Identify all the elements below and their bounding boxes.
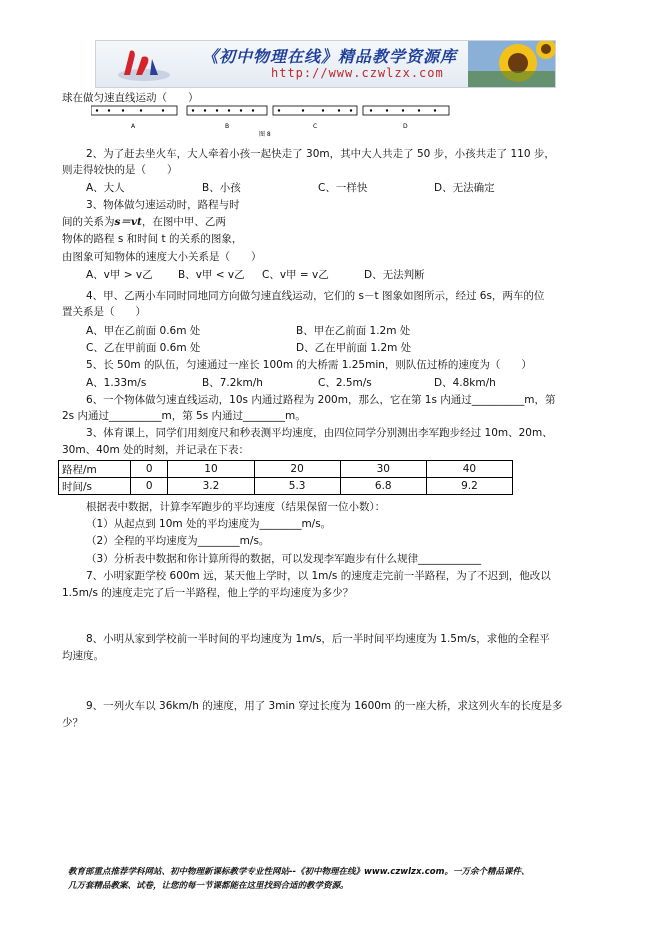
figure-strip-a	[91, 106, 177, 115]
q5-option-c: C、2.5m/s	[318, 377, 372, 389]
figure-label-a: A	[131, 123, 136, 130]
q4-option-b: B、甲在乙前面 1.2m 处	[296, 325, 411, 337]
table-cell: 5.3	[254, 478, 340, 495]
q8-text-2: 均速度。	[62, 650, 104, 662]
table-cell: 30	[340, 461, 426, 478]
q3-option-a: A、v甲 > v乙	[86, 269, 153, 281]
banner-title: 《初中物理在线》精品教学资源库	[202, 47, 458, 66]
analysis-item-2: （2）全程的平均速度为________m/s。	[86, 535, 270, 547]
q4-option-d: D、乙在甲前面 1.2m 处	[296, 342, 412, 354]
table-header-distance: 路程/m	[59, 461, 131, 478]
q2-option-a: A、大人	[86, 182, 125, 194]
table-header-time: 时间/s	[59, 478, 131, 495]
q4-text-1: 4、甲、乙两小车同时同地同方向做匀速直线运动，它们的 s－t 图象如图所示，经过 6s，两车的位	[86, 290, 545, 302]
q2-option-b: B、小孩	[202, 182, 241, 194]
analysis-intro: 根据表中数据，计算李军跑步的平均速度（结果保留一位小数）：	[86, 501, 386, 513]
figure-label-b: B	[225, 123, 230, 130]
table-cell: 40	[426, 461, 512, 478]
q6-text-2: 2s 内通过__________m，第 5s 内通过________m。	[62, 410, 306, 422]
motion-figure	[91, 104, 451, 140]
q3-line-1: 3、物体做匀速运动时，路程与时	[86, 199, 240, 211]
table-cell: 6.8	[340, 478, 426, 495]
table-cell: 20	[254, 461, 340, 478]
table-cell: 0	[131, 478, 168, 495]
q3b-text-2: 30m、40m 处的时刻，并记录在下表：	[62, 444, 250, 456]
site-logo-icon	[116, 45, 172, 83]
analysis-item-3: （3）分析表中数据和你计算所得的数据，可以发现李军跑步有什么规律____________	[86, 553, 482, 565]
q3-line-2b: ，在图中甲、乙两	[141, 216, 226, 228]
q7-text-1: 7、小明家距学校 600m 远，某天他上学时，以 1m/s 的速度走完前一半路程，为了不迟到，他改以	[86, 570, 551, 582]
q7-text-2: 1.5m/s 的速度走完了后一半路程，他上学的平均速度为多少？	[62, 587, 354, 599]
figure-strip-c	[273, 106, 357, 115]
table-row	[59, 478, 513, 495]
figure-strip-b	[187, 106, 267, 115]
q5-text: 5、长 50m 的队伍，匀速通过一座长 100m 的大桥需 1.25min，则队伍过桥的速度为（ ）	[86, 359, 532, 371]
q2-option-d: D、无法确定	[434, 182, 495, 194]
q3-line-3: 物体的路程 s 和时间 t 的关系的图象，	[62, 233, 243, 245]
q5-option-b: B、7.2km/h	[202, 377, 263, 389]
q4-text-2: 置关系是（ ）	[62, 306, 146, 318]
q9-text-1: 9、一列火车以 36km/h 的速度，用了 3min 穿过长度为 1600m 的一座大桥，求这列火车的长度是多	[86, 700, 563, 712]
q3-line-4: 由图象可知物体的速度大小关系是（ ）	[62, 251, 262, 263]
q2-option-c: C、一样快	[318, 182, 368, 194]
figure-label-c: C	[313, 123, 318, 130]
q5-option-a: A、1.33m/s	[86, 377, 147, 389]
q2-text-1: 2、为了赶去坐火车，大人牵着小孩一起快走了 30m，其中大人共走了 50 步，小孩共走了 110 步，	[86, 148, 555, 160]
q3-line-2	[62, 215, 226, 229]
footer-line-2: 几万套精品教案、试卷，让您的每一节课都能在这里找到合适的教学资源。	[68, 881, 349, 891]
q5-option-d: D、4.8km/h	[434, 377, 496, 389]
q3-formula: s＝vt	[114, 216, 142, 228]
banner-url: http://www.czwlzx.com	[271, 66, 444, 80]
footer-line-1: 教育部重点推荐学科网站、初中物理新课标教学专业性网站--《初中物理在线》www.czwlzx.com。一万余个精品课件、	[68, 867, 530, 877]
figure-strip-d	[363, 106, 449, 115]
table-row	[59, 461, 513, 478]
q4-option-c: C、乙在甲前面 0.6m 处	[86, 342, 201, 354]
sunflower-icon	[468, 41, 555, 87]
q3-line-2a: 间的关系为	[62, 216, 115, 228]
q3-option-c: C、v甲 = v乙	[262, 269, 329, 281]
figure-label-d: D	[403, 123, 408, 130]
header-banner	[95, 40, 556, 88]
table-cell: 3.2	[168, 478, 254, 495]
q3b-text-1: 3、体育课上，同学们用刻度尺和秒表测平均速度，由四位同学分别测出李军跑步经过 10m、20m、	[86, 427, 553, 439]
q3-option-d: D、无法判断	[364, 269, 425, 281]
q4-option-a: A、甲在乙前面 0.6m 处	[86, 325, 201, 337]
q9-text-2: 少？	[62, 717, 83, 729]
q6-text-1: 6、一个物体做匀速直线运动，10s 内通过路程为 200m，那么，它在第 1s 内通过__________m，第	[86, 394, 556, 406]
q1-text: 球在做匀速直线运动（ ）	[62, 92, 199, 104]
figure-caption: 图 8	[259, 131, 271, 138]
table-cell: 0	[131, 461, 168, 478]
analysis-item-1: （1）从起点到 10m 处的平均速度为________m/s。	[86, 518, 332, 530]
q3-option-b: B、v甲 < v乙	[178, 269, 245, 281]
q8-text-1: 8、小明从家到学校前一半时间的平均速度为 1m/s，后一半时间平均速度为 1.5m/s，求他的全程平	[86, 633, 550, 645]
record-table	[58, 460, 513, 495]
table-cell: 10	[168, 461, 254, 478]
table-cell: 9.2	[426, 478, 512, 495]
q2-text-2: 则走得较快的是（ ）	[62, 164, 178, 176]
